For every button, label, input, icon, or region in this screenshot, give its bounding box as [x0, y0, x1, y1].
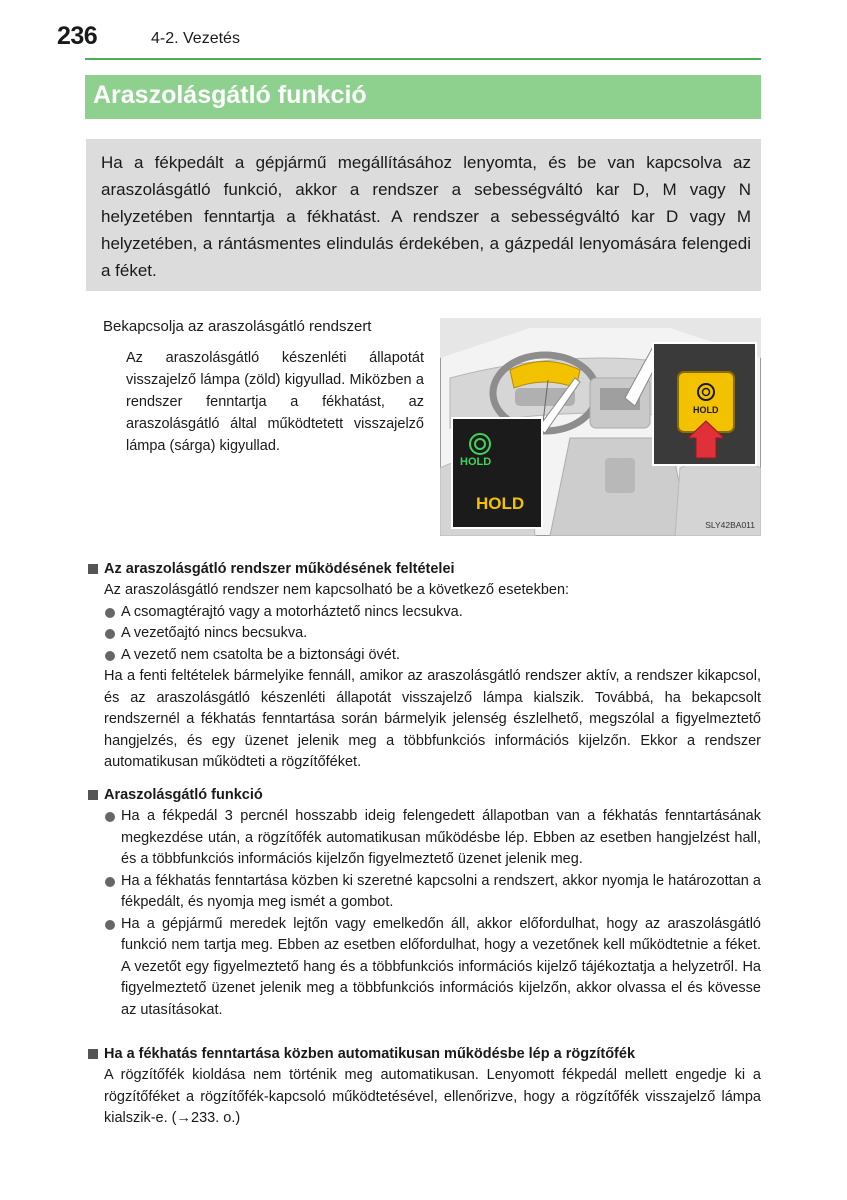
- hold-button-label: HOLD: [693, 405, 719, 415]
- header-rule: [85, 58, 761, 60]
- section-paragraph: Ha a fenti feltételek bármelyike fennáll, amikor az araszolásgátló rendszer aktív, a rendszer kikapcsol, és az araszolásgátló készenléti állapotát visszajelző lámpa kialszik. Továbbá, ha bekapcsolt rendszernél a fékhatás fenntartása során bármelyik jelenség észlelhető, megszólal a figyelmeztető hangjelzés, és egy üzenet jelenik meg a többfunkciós információs kijelzőn. Ekkor a rendszer automatikusan működteti a rögzítőféket.: [104, 668, 761, 770]
- green-lamp-label: HOLD: [460, 456, 492, 468]
- page-number: 236: [57, 22, 98, 50]
- section-function: [88, 784, 761, 1021]
- section-label: 4-2. Vezetés: [151, 30, 240, 47]
- list-item: A csomagtérajtó vagy a motorháztető nincs lecsukva.: [88, 602, 761, 624]
- dashboard-figure: [440, 318, 761, 536]
- square-bullet-icon: [88, 564, 98, 574]
- section-heading: Ha a fékhatás fenntartása közben automatikusan működésbe lép a rögzítőfék: [88, 1043, 761, 1065]
- list-item: Ha a fékhatás fenntartása közben ki szeretné kapcsolni a rendszert, akkor nyomja le határozottan a fékpedált, és nyomja meg ismét a gombot.: [88, 871, 761, 914]
- square-bullet-icon: [88, 790, 98, 800]
- list-item: Ha a gépjármű meredek lejtőn vagy emelkedőn áll, akkor előfordulhat, hogy az araszolásgátló funkció nem tartja meg. Ebben az esetben előfordulhat, hogy a vezetőnek kell működtetnie a féket. A vezetőt egy figyelmeztető hang és a többfunkciós információs kijelző tájékoztatja a helyzetről. Ha figyelmeztető üzenet jelenik meg a többfunkciós információs kijelzőn, akkor olvassa el és kövesse az utasításokat.: [88, 914, 761, 1022]
- section-heading: Araszolásgátló funkció: [88, 784, 761, 806]
- round-bullet-icon: [105, 812, 115, 822]
- section-parking-brake: [88, 1043, 761, 1130]
- page-title: Araszolásgátló funkció: [93, 81, 367, 109]
- step-title: Bekapcsolja az araszolásgátló rendszert: [103, 318, 372, 335]
- section-intro: Az araszolásgátló rendszer nem kapcsolható be a következő esetekben:: [104, 582, 570, 598]
- intro-box: [86, 139, 761, 291]
- round-bullet-icon: [105, 877, 115, 887]
- section-conditions: [88, 558, 761, 774]
- section-heading: Az araszolásgátló rendszer működésének feltételei: [88, 558, 761, 580]
- square-bullet-icon: [88, 1049, 98, 1059]
- page-header: [57, 22, 787, 52]
- round-bullet-icon: [105, 920, 115, 930]
- figure-code: SLY42BA011: [705, 520, 755, 530]
- list-item: A vezető nem csatolta be a biztonsági övét.: [88, 645, 761, 667]
- step-description: Az araszolásgátló készenléti állapotát visszajelző lámpa (zöld) kigyullad. Miközben a rendszer fenntartja a fékhatást, az araszolásgátló által működtetett visszajelző lámpa (sárga) kigyullad.: [126, 350, 424, 454]
- title-bar: [85, 75, 761, 119]
- list-item: Ha a fékpedál 3 percnél hosszabb ideig felengedett állapotban van a fékhatás fenntartásának megkezdése után, a rögzítőfék automatikusan működésbe lép. Ebben az esetben hangjelzést hall, és a többfunkciós információs kijelzőn figyelmeztető üzenet jelenik meg.: [88, 806, 761, 871]
- section-paragraph: A rögzítőfék kioldása nem történik meg automatikusan. Lenyomott fékpedál mellett engedje ki a rögzítőféket a rögzítőfék-kapcsoló működtetésével, ellenőrizve, hogy a rögzítőfék visszajelző lámpa kialszik-e. (→233. o.): [104, 1067, 761, 1126]
- round-bullet-icon: [105, 629, 115, 639]
- intro-text: Ha a fékpedált a gépjármű megállításához lenyomta, és be van kapcsolva az araszolásgátló funkció, akkor a rendszer a sebességváltó kar D, M vagy N helyzetében fenntartja a fékhatást. A rendszer a sebességváltó kar D vagy M helyzetében, a rántásmentes elindulás érdekében, a gázpedál lenyomására felengedi a féket.: [101, 153, 751, 280]
- yellow-lamp-label: HOLD: [476, 494, 525, 513]
- round-bullet-icon: [105, 651, 115, 661]
- list-item: A vezetőajtó nincs becsukva.: [88, 623, 761, 645]
- round-bullet-icon: [105, 608, 115, 618]
